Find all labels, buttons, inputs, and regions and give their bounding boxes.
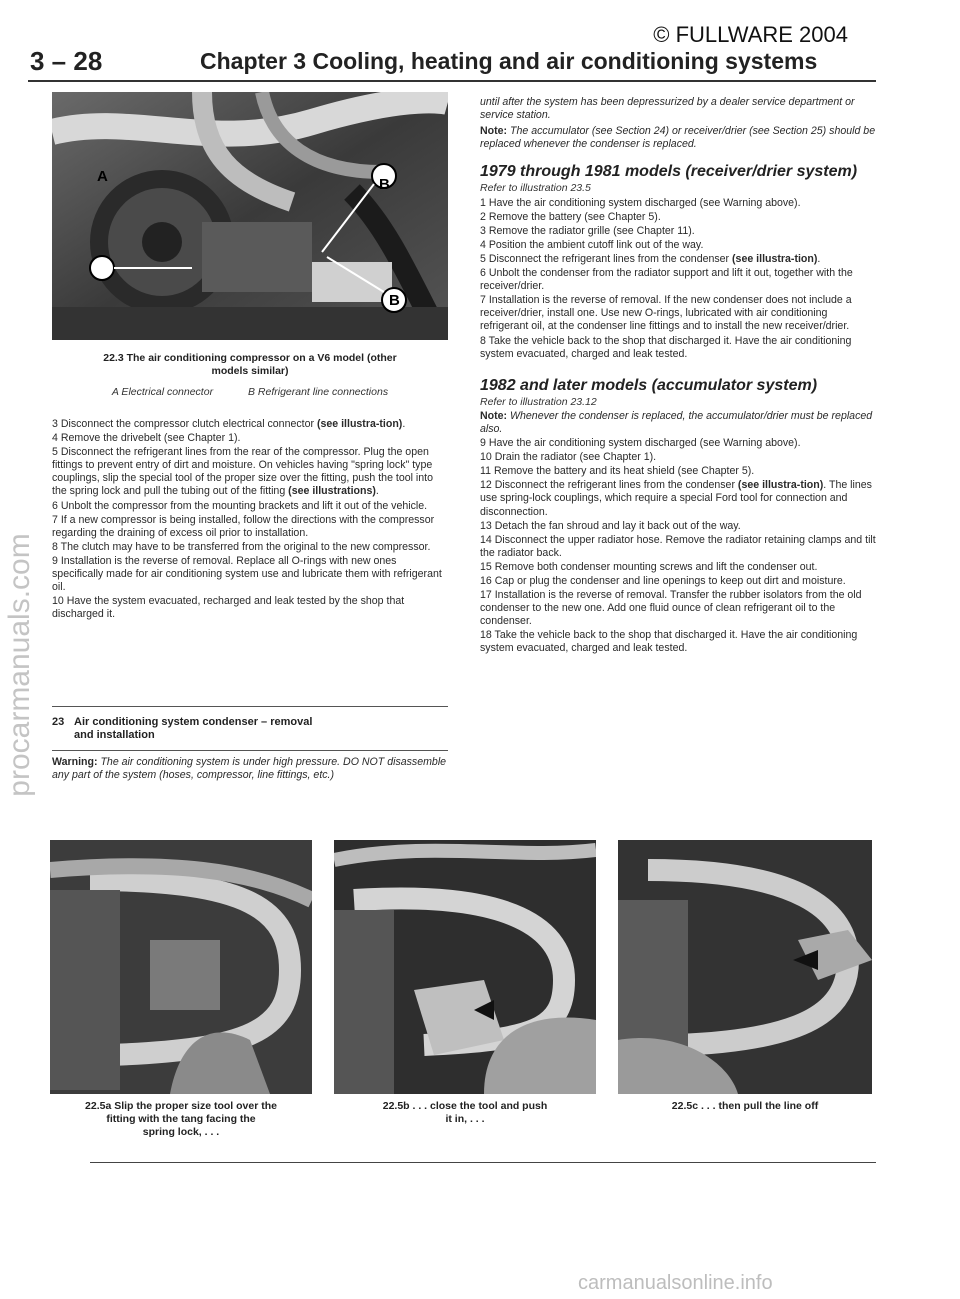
figure-22-3-legend [52, 386, 448, 398]
page-number: 3 – 28 [30, 46, 103, 76]
cond-step-7: 7 Installation is the reverse of removal. If the new condenser does not include a receiver/drier, install one. Use new O-rings, lubricated with air conditioning refrigerant oil, at the condenser line fittings and to install the new receiver/drier. [480, 294, 852, 333]
header-rule [28, 80, 876, 82]
cond-step-12: 12 Disconnect the refrigerant lines from the condenser (see illustra-tion). The lines use spring-lock couplings, which require a special Ford tool for connection and disconnection. [480, 479, 872, 518]
photo-22-5a-drawing [50, 840, 312, 1094]
cond-step-9: 9 Have the air conditioning system discharged (see Warning above). [480, 437, 801, 450]
heading-1979-1981: 1979 through 1981 models (receiver/drier system) [480, 163, 858, 181]
note-1-label: Note: [480, 125, 511, 138]
section-23-rule-bottom [52, 750, 448, 751]
warning-label: Warning: [52, 756, 101, 768]
section-23-heading [52, 716, 448, 742]
step-4: 4 Remove the drivebelt (see Chapter 1). [52, 432, 241, 445]
label-a-callout: A [97, 168, 108, 185]
step-9: 9 Installation is the reverse of removal. Replace all O-rings with new ones specifically made for air conditioning system use and lubricate them with refrigerant oil. [52, 554, 442, 594]
step-7: 7 If a new compressor is being installed, follow the directions with the compressor regarding the draining of excess oil prior to installation. [52, 513, 435, 539]
step-5: 5 Disconnect the refrigerant lines from the rear of the compressor. Plug the open fittings to prevent entry of dirt and moisture. On vehicles having "spring lock" type couplings, slip the special tool of the proper size over the fitting, push the tool into the spring lock and pull the tubing out of the fitting (see illustrations). [52, 446, 434, 498]
cond-step-10: 10 Drain the radiator (see Chapter 1). [480, 451, 657, 464]
cond-step-17: 17 Installation is the reverse of removal. Transfer the rubber isolators from the old condenser to the new one. Add one fluid ounce of clean refrigerant oil to the condenser. [480, 589, 862, 628]
step-8: 8 The clutch may have to be transferred from the original to the new compressor. [52, 540, 431, 553]
section-23-rule-top [52, 706, 448, 707]
caption-22-5a: 22.5a Slip the proper size tool over the fitting with the tang facing the spring lock, . . . [85, 1100, 277, 1138]
photo-22-5b [334, 840, 596, 1094]
side-watermark-text: procarmanuals.com [3, 533, 36, 797]
photo-22-5a [50, 840, 312, 1094]
cond-step-15: 15 Remove both condenser mounting screws and lift the condenser out. [480, 560, 818, 573]
label-b-callout-bottom: B [389, 292, 400, 309]
continued-text: until after the system has been depressurized by a dealer service department or service station. [480, 96, 855, 122]
bottom-watermark: carmanualsonline.info [578, 1272, 773, 1294]
cond-step-18: 18 Take the vehicle back to the shop that discharged it. Have the air conditioning system evacuated, charged and leak tested. [480, 629, 858, 655]
cond-step-5: 5 Disconnect the refrigerant lines from the condenser (see illustra-tion). [480, 252, 821, 265]
compressor-photo [52, 92, 448, 340]
side-watermark [0, 533, 42, 797]
left-column [52, 418, 448, 622]
cond-step-16: 16 Cap or plug the condenser and line openings to keep out dirt and moisture. [480, 575, 846, 587]
cond-step-1: 1 Have the air conditioning system discharged (see Warning above). [480, 196, 801, 209]
heading-1982-later: 1982 and later models (accumulator system) [480, 376, 818, 394]
cond-step-4: 4 Position the ambient cutoff link out of the way. [480, 238, 704, 251]
warning-text: The air conditioning system is under high pressure. DO NOT disassemble any part of the system (hoses, compressor, line fittings, etc.) [52, 756, 447, 782]
note-1-text: The accumulator (see Section 24) or receiver/drier (see Section 25) should be replaced whenever the condenser is replaced. [480, 125, 876, 151]
photo-22-5b-drawing [334, 840, 596, 1094]
note-2-text: Whenever the condenser is replaced, the accumulator/drier must be replaced also. [480, 409, 873, 435]
caption-22-5c: 22.5c . . . then pull the line off [671, 1100, 819, 1112]
chapter-title: Chapter 3 Cooling, heating and air conditioning systems [200, 48, 818, 74]
photo-22-5c [618, 840, 872, 1094]
figure-22-3-caption-line2: models similar) [211, 365, 289, 377]
step-3: 3 Disconnect the compressor clutch electrical connector (see illustra-tion). [52, 418, 406, 430]
note-2-label: Note: [480, 409, 511, 422]
right-column [480, 96, 876, 657]
cond-step-2: 2 Remove the battery (see Chapter 5). [480, 210, 661, 223]
cond-step-6: 6 Unbolt the condenser from the radiator support and lift it out, together with the receiver/drier. [480, 267, 853, 293]
step-10: 10 Have the system evacuated, recharged and leak tested by the shop that discharged it. [52, 595, 405, 621]
copyright-text: © FULLWARE 2004 [653, 22, 848, 47]
refer-illustration-23-12: Refer to illustration 23.12 [480, 395, 597, 408]
cond-step-8: 8 Take the vehicle back to the shop that discharged it. Have the air conditioning system evacuated, charged and leak tested. [480, 334, 852, 360]
legend-item-b: B Refrigerant line connections [247, 386, 389, 398]
figure-22-3-caption [52, 352, 448, 378]
caption-22-5b: 22.5b . . . close the tool and push it in, . . . [382, 1100, 548, 1125]
figure-22-3-caption-line1: 22.3 The air conditioning compressor on a V6 model (other [103, 352, 397, 364]
photo-22-5c-drawing [618, 840, 872, 1094]
cond-step-3: 3 Remove the radiator grille (see Chapter 11). [480, 224, 695, 237]
section-23-title-line2: and installation [74, 729, 155, 741]
warning-block [52, 756, 448, 783]
cond-step-14: 14 Disconnect the upper radiator hose. Remove the radiator retaining clamps and tilt the radiator back. [480, 533, 876, 559]
cond-step-11: 11 Remove the battery and its heat shield (see Chapter 5). [480, 465, 755, 478]
section-23-title-line1: Air conditioning system condenser – removal [74, 716, 313, 728]
label-b-callout-top: B [379, 176, 390, 193]
footer-rule [90, 1162, 876, 1163]
step-6: 6 Unbolt the compressor from the mounting brackets and lift it out of the vehicle. [52, 499, 428, 512]
legend-item-a: A Electrical connector [111, 386, 214, 398]
refer-illustration-23-5: Refer to illustration 23.5 [480, 182, 591, 195]
cond-step-13: 13 Detach the fan shroud and lay it back out of the way. [480, 519, 741, 532]
section-23-number: 23 [52, 716, 65, 728]
